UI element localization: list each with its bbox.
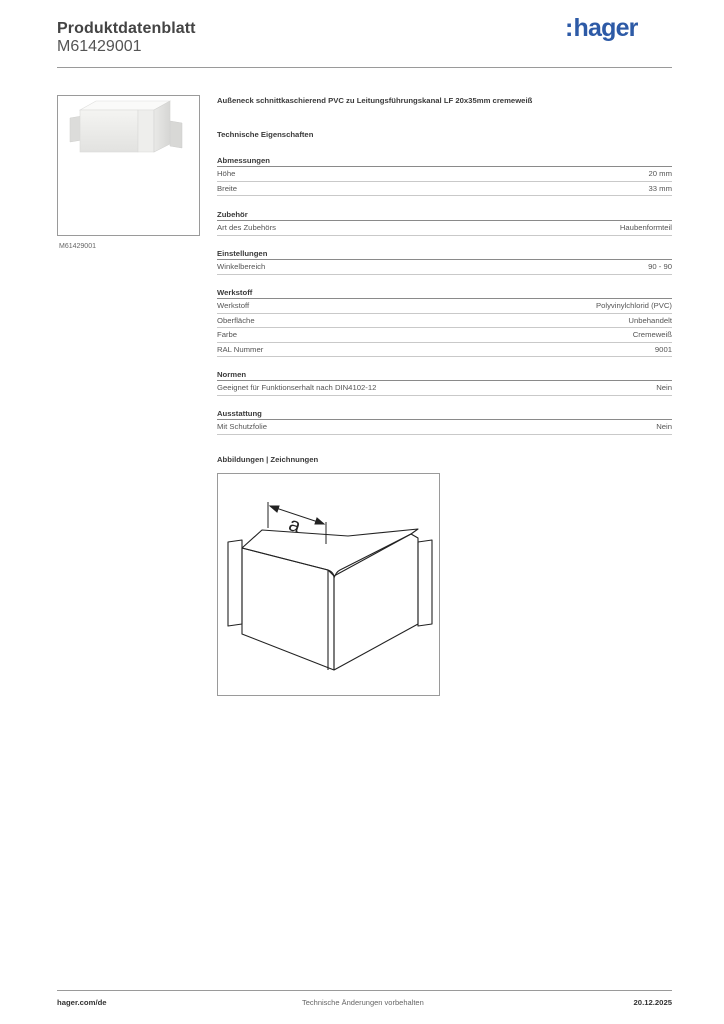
spec-label: RAL Nummer — [217, 344, 264, 354]
section-einstellungen — [217, 248, 672, 275]
hager-logo[interactable]: :hager — [565, 14, 638, 42]
spec-value: Nein — [656, 383, 672, 392]
section-title: Abmessungen — [217, 155, 672, 167]
figures-title: Abbildungen | Zeichnungen — [217, 455, 319, 464]
section-title: Zubehör — [217, 209, 672, 221]
spec-row — [217, 328, 672, 343]
dimension-label: a — [285, 513, 304, 538]
product-photo-image — [58, 96, 199, 235]
spec-label: Geeignet für Funktionserhalt nach DIN4102-12 — [217, 383, 377, 392]
tech-properties-title: Technische Eigenschaften — [217, 130, 314, 139]
footer-note: Technische Änderungen vorbehalten — [302, 998, 424, 1007]
spec-value: 90 - 90 — [648, 262, 672, 271]
spec-row — [217, 420, 672, 435]
spec-row — [217, 314, 672, 329]
section-zubehoer — [217, 209, 672, 236]
footer-date: 20.12.2025 — [633, 998, 672, 1007]
logo-text: hager — [573, 14, 638, 42]
spec-label: Oberfläche — [217, 315, 255, 325]
header-divider — [57, 67, 672, 68]
product-description: Außeneck schnittkaschierend PVC zu Leitungsführungskanal LF 20x35mm cremeweiß — [217, 96, 533, 105]
section-normen — [217, 369, 672, 396]
photo-caption: M61429001 — [59, 243, 96, 250]
section-werkstoff — [217, 287, 672, 357]
section-title: Normen — [217, 369, 672, 381]
spec-value: 20 mm — [648, 169, 672, 178]
section-title: Werkstoff — [217, 287, 672, 299]
spec-value: Cremeweiß — [632, 330, 672, 339]
spec-value: Nein — [656, 422, 672, 431]
spec-row — [217, 167, 672, 182]
spec-value: Polyvinylchlorid (PVC) — [595, 301, 672, 310]
spec-row — [217, 299, 672, 314]
section-title: Einstellungen — [217, 248, 672, 260]
spec-value: 9001 — [654, 344, 672, 354]
footer-website-link[interactable]: hager.com/de — [57, 998, 107, 1007]
technical-drawing-svg — [218, 474, 439, 695]
section-abmessungen — [217, 155, 672, 196]
spec-label: Farbe — [217, 330, 238, 339]
section-title: Ausstattung — [217, 408, 672, 420]
section-ausstattung — [217, 408, 672, 435]
spec-row — [217, 182, 672, 197]
spec-row — [217, 381, 672, 396]
spec-label: Art des Zubehörs — [217, 223, 276, 232]
spec-label: Werkstoff — [217, 301, 250, 310]
spec-label: Höhe — [217, 169, 236, 178]
technical-drawing — [217, 473, 440, 696]
spec-label: Breite — [217, 183, 238, 193]
product-photo — [57, 95, 200, 236]
spec-row — [217, 260, 672, 275]
document-title: Produktdatenblatt — [57, 20, 196, 37]
spec-row — [217, 221, 672, 236]
spec-value: Haubenformteil — [619, 223, 672, 232]
spec-value: Unbehandelt — [628, 315, 672, 325]
spec-value: 33 mm — [648, 183, 672, 193]
spec-row — [217, 343, 672, 358]
spec-label: Winkelbereich — [217, 262, 266, 271]
spec-label: Mit Schutzfolie — [217, 422, 267, 431]
footer-divider — [57, 990, 672, 991]
product-code: M61429001 — [57, 38, 142, 55]
